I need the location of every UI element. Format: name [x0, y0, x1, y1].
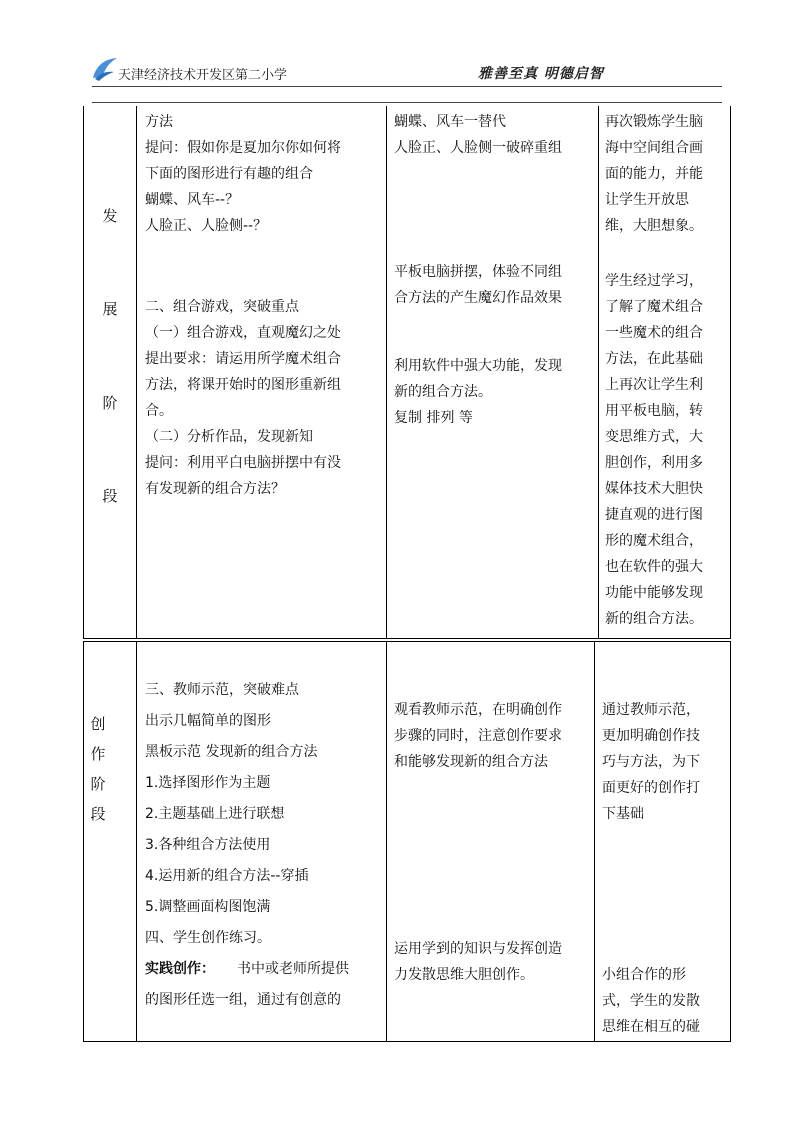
header-rule	[92, 86, 722, 87]
practice-text: 书中或老师所提供	[237, 961, 349, 977]
teacher-activity-1b: 二、组合游戏，突破重点 （一）组合游戏，直观魔幻之处 提出要求：请运用所学魔术组合 方法，将课开始时的图形重新组 合。 （二）分析作品，发现新知 提问：利用平白电脑拼摆中有没 有发现新的组合方法？	[145, 299, 341, 497]
student-activity-1b: 平板电脑拼摆，体验不同组 合方法的产生魔幻作品效果	[394, 264, 562, 306]
school-name: 天津经济技术开发区第二小学	[118, 68, 288, 83]
stage-label-development-3: 阶	[102, 394, 118, 412]
student-activity-1c: 利用软件中强大功能，发现 新的组合方法。 复制 排列 等	[394, 358, 562, 426]
design-intent-2b: 小组合作的形 式，学生的发散 思维在相互的碰	[602, 967, 700, 1035]
stage-label-development-2: 展	[102, 300, 118, 318]
teacher-activity-1a: 方法 提问：假如你是夏加尔你如何将 下面的图形进行有趣的组合 蝴蝶、风车--？ 人脸正、人脸侧--？	[145, 114, 341, 234]
student-activity-2a: 观看教师示范，在明确创作 步骤的同时，注意创作要求 和能够发现新的组合方法	[394, 702, 562, 770]
student-activity-1a: 蝴蝶、风车一替代 人脸正、人脸侧一破碎重组	[394, 114, 562, 156]
page-header	[0, 0, 794, 110]
header-rule-2	[92, 102, 722, 103]
stage-label-creation-3: 阶	[90, 775, 106, 793]
school-motto: 雅善至真 明德启智	[478, 66, 604, 82]
design-intent-2a: 通过教师示范， 更加明确创作技 巧与方法，为下 面更好的创作打 下基础	[602, 702, 700, 822]
teacher-activity-2: 三、教师示范，突破难点 出示几幅简单的图形 黑板示范 发现新的组合方法 1.选择图形作为主题 2.主题基础上进行联想 3.各种组合方法使用 4.运用新的组合方法--穿插 5.调整画面构图饱满 四、学生创作练习。 实践创作： 书中或老师所提供 的图形任选一组，通过有创意的	[145, 682, 349, 1008]
stage-label-creation-4: 段	[90, 805, 106, 823]
design-intent-1a: 再次锻炼学生脑 海中空间组合画 面的能力，并能 让学生开放思 维，大胆想象。	[605, 114, 703, 234]
stage-label-creation-2: 作	[90, 745, 106, 763]
design-intent-1b: 学生经过学习， 了解了魔术组合 一些魔术的组合 方法，在此基础 上再次让学生利 用平板电脑，转 变思维方式，大 胆创作，利用多 媒体技术大胆快 捷直观的进行图 形的魔术组合， 也在软件的强大 功能中能够发现 新的组合方法。	[605, 273, 703, 627]
practice-label: 实践创作：	[145, 961, 215, 977]
stage-label-development-1: 发	[102, 207, 118, 225]
student-activity-2b: 运用学到的知识与发挥创造 力发散思维大胆创作。	[394, 941, 562, 983]
stage-label-development-4: 段	[102, 487, 118, 505]
school-logo-icon	[90, 56, 120, 82]
stage-label-creation-1: 创	[90, 715, 106, 733]
